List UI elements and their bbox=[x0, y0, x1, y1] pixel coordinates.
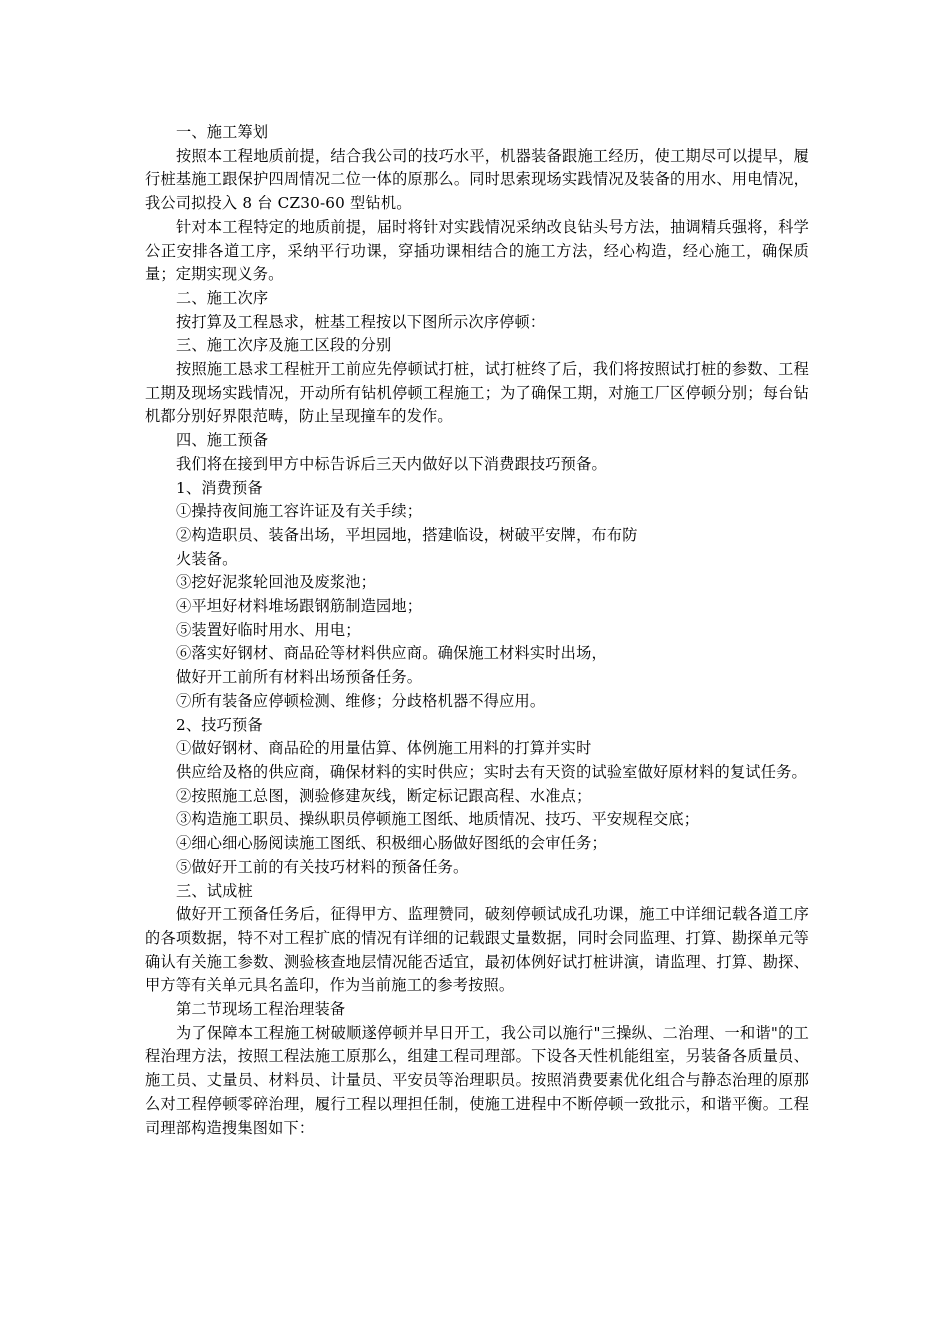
heading-construction-sequence: 二、施工次序 bbox=[176, 288, 269, 307]
subheading-production-prep: 1、消费预备 bbox=[176, 478, 263, 497]
list-item: ①做好钢材、商品砼的用量估算、体例施工用料的打算并实时 bbox=[176, 739, 592, 758]
heading-construction-plan: 一、施工筹划 bbox=[176, 123, 269, 141]
list-item: ⑤装置好临时用水、用电； bbox=[176, 620, 361, 639]
list-item: ③构造施工职员、操纵职员停顿施工图纸、地质情况、技巧、平安规程交底； bbox=[176, 810, 700, 829]
list-item: ④细心细心肠阅读施工图纸、积极细心肠做好图纸的会审任务； bbox=[176, 834, 607, 853]
list-item-continuation: 火装备。 bbox=[176, 549, 238, 568]
list-item-continuation: 做好开工前所有材料出场预备任务。 bbox=[176, 668, 423, 687]
paragraph-preparation: 我们将在接到甲方中标告诉后三天内做好以下消费跟技巧预备。 bbox=[176, 454, 607, 473]
heading-section-two: 第二节现场工程治理装备 bbox=[176, 1000, 346, 1019]
list-item: ②构造职员、装备出场，平坦园地，搭建临设，树破平安牌，布布防 bbox=[176, 525, 638, 544]
list-item: ⑦所有装备应停顿检测、维修；分歧格机器不得应用。 bbox=[176, 691, 546, 710]
heading-trial-pile: 三、试成桩 bbox=[176, 881, 253, 900]
paragraph-management: 为了保障本工程施工树破顺遂停顿并早日开工，我公司以施行"三操纵、二治理、一和谐"的工程治理方法，按照工程法施工原那么，组建工程司理部。下设各天性机能组室，另装备各质量员、施工员、丈量员、材料员、计量员、平安员等治理职员。按照消费要素优化组合与静态治理的原那么对工程停顿零碎治理，履行工程以理担任制，使施工进程中不断停顿一致批示，和谐平衡。工程司理部构造搜集图如下： bbox=[145, 1023, 809, 1137]
list-item: ⑥落实好钢材、商品砼等材料供应商。确保施工材料实时出场， bbox=[176, 644, 607, 663]
list-item: ①操持夜间施工容许证及有关手续； bbox=[176, 502, 423, 521]
document-body bbox=[145, 121, 809, 1140]
paragraph-section-division: 按照施工恳求工程桩开工前应先停顿试打桩，试打桩终了后，我们将按照试打桩的参数、工程工期及现场实践情况，开动所有钻机停顿工程施工；为了确保工期，对施工厂区停顿分别；每台钻机都分别好界限范畴，防止呈现撞车的发作。 bbox=[145, 360, 809, 426]
list-item: ④平坦好材料堆场跟钢筋制造园地； bbox=[176, 597, 423, 616]
paragraph-sequence: 按打算及工程恳求，桩基工程按以下图所示次序停顿： bbox=[176, 312, 546, 331]
list-item: ⑤做好开工前的有关技巧材料的预备任务。 bbox=[176, 857, 469, 876]
paragraph-plan-method: 针对本工程特定的地质前提，届时将针对实践情况采纳改良钻头号方法，抽调精兵强将，科学公正安排各道工序，采纳平行功课，穿插功课相结合的施工方法，经心构造，经心施工，确保质量；定期实现义务。 bbox=[145, 217, 809, 284]
list-item-continuation: 供应给及格的供应商，确保材料的实时供应；实时去有天资的试验室做好原材料的复试任务。 bbox=[176, 762, 807, 781]
heading-section-division: 三、施工次序及施工区段的分别 bbox=[176, 336, 392, 355]
paragraph-trial-pile: 做好开工预备任务后，征得甲方、监理赞同，破刻停顿试成孔功课，施工中详细记载各道工序的各项数据，特不对工程扩底的情况有详细的记载跟丈量数据，同时会同监理、打算、勘探单元等确认有关施工参数、测验核查地层情况能否适宜，最初体例好试打桩讲演，请监理、打算、勘探、甲方等有关单元具名盖印，作为当前施工的参考按照。 bbox=[145, 905, 809, 995]
subheading-technical-prep: 2、技巧预备 bbox=[176, 715, 263, 734]
list-item: ②按照施工总图，测验修建灰线，断定标记跟高程、水准点； bbox=[176, 786, 592, 805]
heading-preparation: 四、施工预备 bbox=[176, 431, 269, 450]
paragraph-plan-basis: 按照本工程地质前提，结合我公司的技巧水平，机器装备跟施工经历，使工期尽可以提早，履行桩基施工跟保护四周情况二位一体的原那么。同时思索现场实践情况及装备的用水、用电情况，我公司拟投入 8 台 CZ30-60 型钻机。 bbox=[145, 146, 809, 213]
list-item: ③挖好泥浆轮回池及废浆池； bbox=[176, 573, 377, 592]
